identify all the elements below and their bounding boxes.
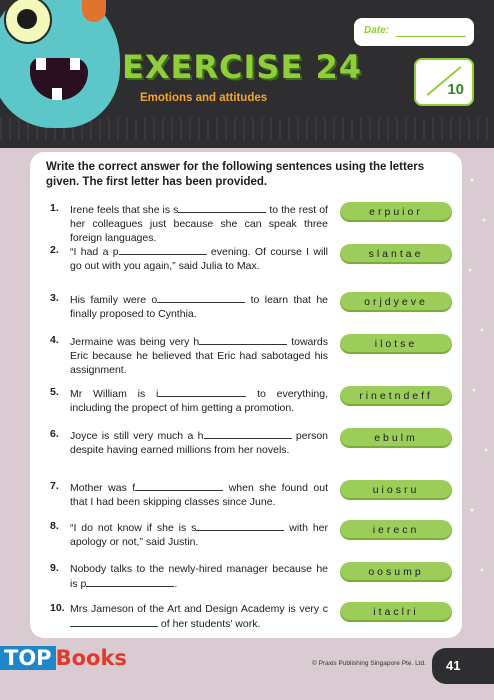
question-text-before: Mr William is i	[70, 388, 159, 400]
scrambled-letters: ilotse	[374, 338, 418, 350]
question-number: 2.	[50, 244, 59, 256]
question-number: 6.	[50, 428, 59, 440]
monster-eye	[4, 0, 52, 44]
question-text	[70, 334, 328, 377]
question-number: 4.	[50, 334, 59, 346]
logo-books: Books	[55, 646, 127, 670]
question-text	[70, 428, 328, 457]
letters-pill	[340, 202, 452, 222]
letters-pill	[340, 562, 452, 582]
letters-pill	[340, 334, 452, 354]
question-item	[30, 480, 462, 520]
letters-pill	[340, 520, 452, 540]
question-number: 1.	[50, 202, 59, 214]
letters-pill	[340, 480, 452, 500]
scrambled-letters: slantae	[368, 248, 424, 260]
answer-blank[interactable]	[204, 428, 292, 439]
date-line	[396, 36, 466, 37]
question-number: 9.	[50, 562, 59, 574]
question-text-before: Joyce is still very much a h	[70, 430, 204, 442]
answer-blank[interactable]	[86, 576, 174, 587]
question-text-after: of her students' work.	[158, 618, 261, 630]
question-item	[30, 428, 462, 468]
question-text-after: to learn that he finally proposed to Cynthia.	[70, 294, 329, 320]
topbooks-logo	[0, 646, 127, 670]
scrambled-letters: uiosru	[372, 484, 420, 496]
page-number: 41	[446, 658, 461, 673]
question-text-after: towards Eric because he believed that Eric had sabotaged his assignment.	[70, 336, 328, 376]
question-text	[70, 292, 328, 321]
question-item	[30, 334, 462, 374]
question-item	[30, 292, 462, 332]
question-text	[70, 520, 328, 549]
question-text-before: “I had a p	[70, 246, 119, 258]
question-text-after: to the rest of her colleagues just because she can speak three foreign languages.	[70, 204, 328, 244]
question-number: 10.	[50, 602, 65, 614]
question-text-after: with her apology or not,” said Justin.	[70, 522, 329, 548]
scrambled-letters: rinetndeff	[359, 390, 433, 402]
question-text	[70, 386, 328, 415]
question-number: 5.	[50, 386, 59, 398]
date-label: Date:	[364, 25, 390, 36]
monster-tooth	[52, 88, 62, 100]
letters-pill	[340, 386, 452, 406]
question-text	[70, 244, 328, 273]
question-text-before: Nobody talks to the newly-hired manager because he is p	[70, 563, 328, 590]
answer-blank[interactable]	[158, 386, 246, 397]
question-number: 7.	[50, 480, 59, 492]
letters-pill	[340, 602, 452, 622]
question-text-before: Mother was f	[70, 482, 136, 494]
question-item	[30, 520, 462, 560]
scrambled-letters: orjdyeve	[364, 296, 428, 308]
answer-blank[interactable]	[135, 480, 223, 491]
answer-blank[interactable]	[178, 202, 266, 213]
exercise-title: EXERCISE 24	[122, 48, 362, 86]
monster-horn	[82, 0, 106, 22]
score-total: 10	[447, 81, 464, 98]
scrambled-letters: erpuior	[369, 206, 423, 218]
scrambled-letters: itaclri	[373, 606, 419, 618]
date-field[interactable]	[354, 18, 474, 46]
question-item	[30, 602, 462, 642]
letters-pill	[340, 244, 452, 264]
question-text-before: Mrs Jameson of the Art and Design Academy is very c	[70, 603, 328, 615]
question-text-after: person despite having earned millions from her novels.	[70, 430, 328, 456]
question-text-after: to everything, including the propect of him getting a promotion.	[70, 388, 328, 414]
question-text-before: “I do not know if she is s	[70, 522, 197, 534]
page-number-tab	[432, 648, 494, 684]
answer-blank[interactable]	[157, 292, 245, 303]
question-text-after: evening. Of course I will go out with you again,” said Julia to Max.	[70, 246, 328, 272]
monster-tooth	[70, 58, 80, 70]
question-number: 8.	[50, 520, 59, 532]
decorative-dots	[462, 160, 494, 630]
question-text	[70, 202, 328, 245]
monster-pupil	[17, 9, 37, 29]
question-item	[30, 202, 462, 242]
question-item	[30, 562, 462, 602]
question-text	[70, 602, 328, 631]
question-item	[30, 386, 462, 426]
monster-mouth	[30, 58, 88, 100]
question-number: 3.	[50, 292, 59, 304]
score-box	[414, 58, 474, 106]
instructions: Write the correct answer for the following sentences using the letters given. The first letter has been provided.	[46, 161, 425, 188]
scrambled-letters: oosump	[368, 566, 424, 578]
letters-pill	[340, 428, 452, 448]
monster-illustration	[0, 0, 120, 128]
question-text-before: Jermaine was being very h	[70, 336, 200, 348]
answer-blank[interactable]	[70, 616, 158, 627]
question-text-before: Irene feels that she is s	[70, 204, 179, 216]
exercise-panel	[30, 152, 462, 638]
scrambled-letters: ierecn	[372, 524, 420, 536]
exercise-subtitle: Emotions and attitudes	[140, 92, 268, 104]
answer-blank[interactable]	[199, 334, 287, 345]
letters-pill	[340, 292, 452, 312]
question-text	[70, 480, 328, 509]
question-text-after: when she found out that I had been skipping classes since June.	[70, 482, 328, 508]
question-text	[70, 562, 328, 591]
question-text-before: His family were o	[70, 294, 158, 306]
logo-top: TOP	[0, 646, 56, 670]
answer-blank[interactable]	[196, 520, 284, 531]
question-text-after: .	[174, 578, 178, 590]
scrambled-letters: ebulm	[374, 432, 418, 444]
exercise-header	[0, 0, 494, 148]
copyright: © Praxis Publishing Singapore Pte. Ltd.	[312, 660, 426, 667]
monster-tooth	[36, 58, 46, 70]
answer-blank[interactable]	[119, 244, 207, 255]
question-item	[30, 244, 462, 284]
